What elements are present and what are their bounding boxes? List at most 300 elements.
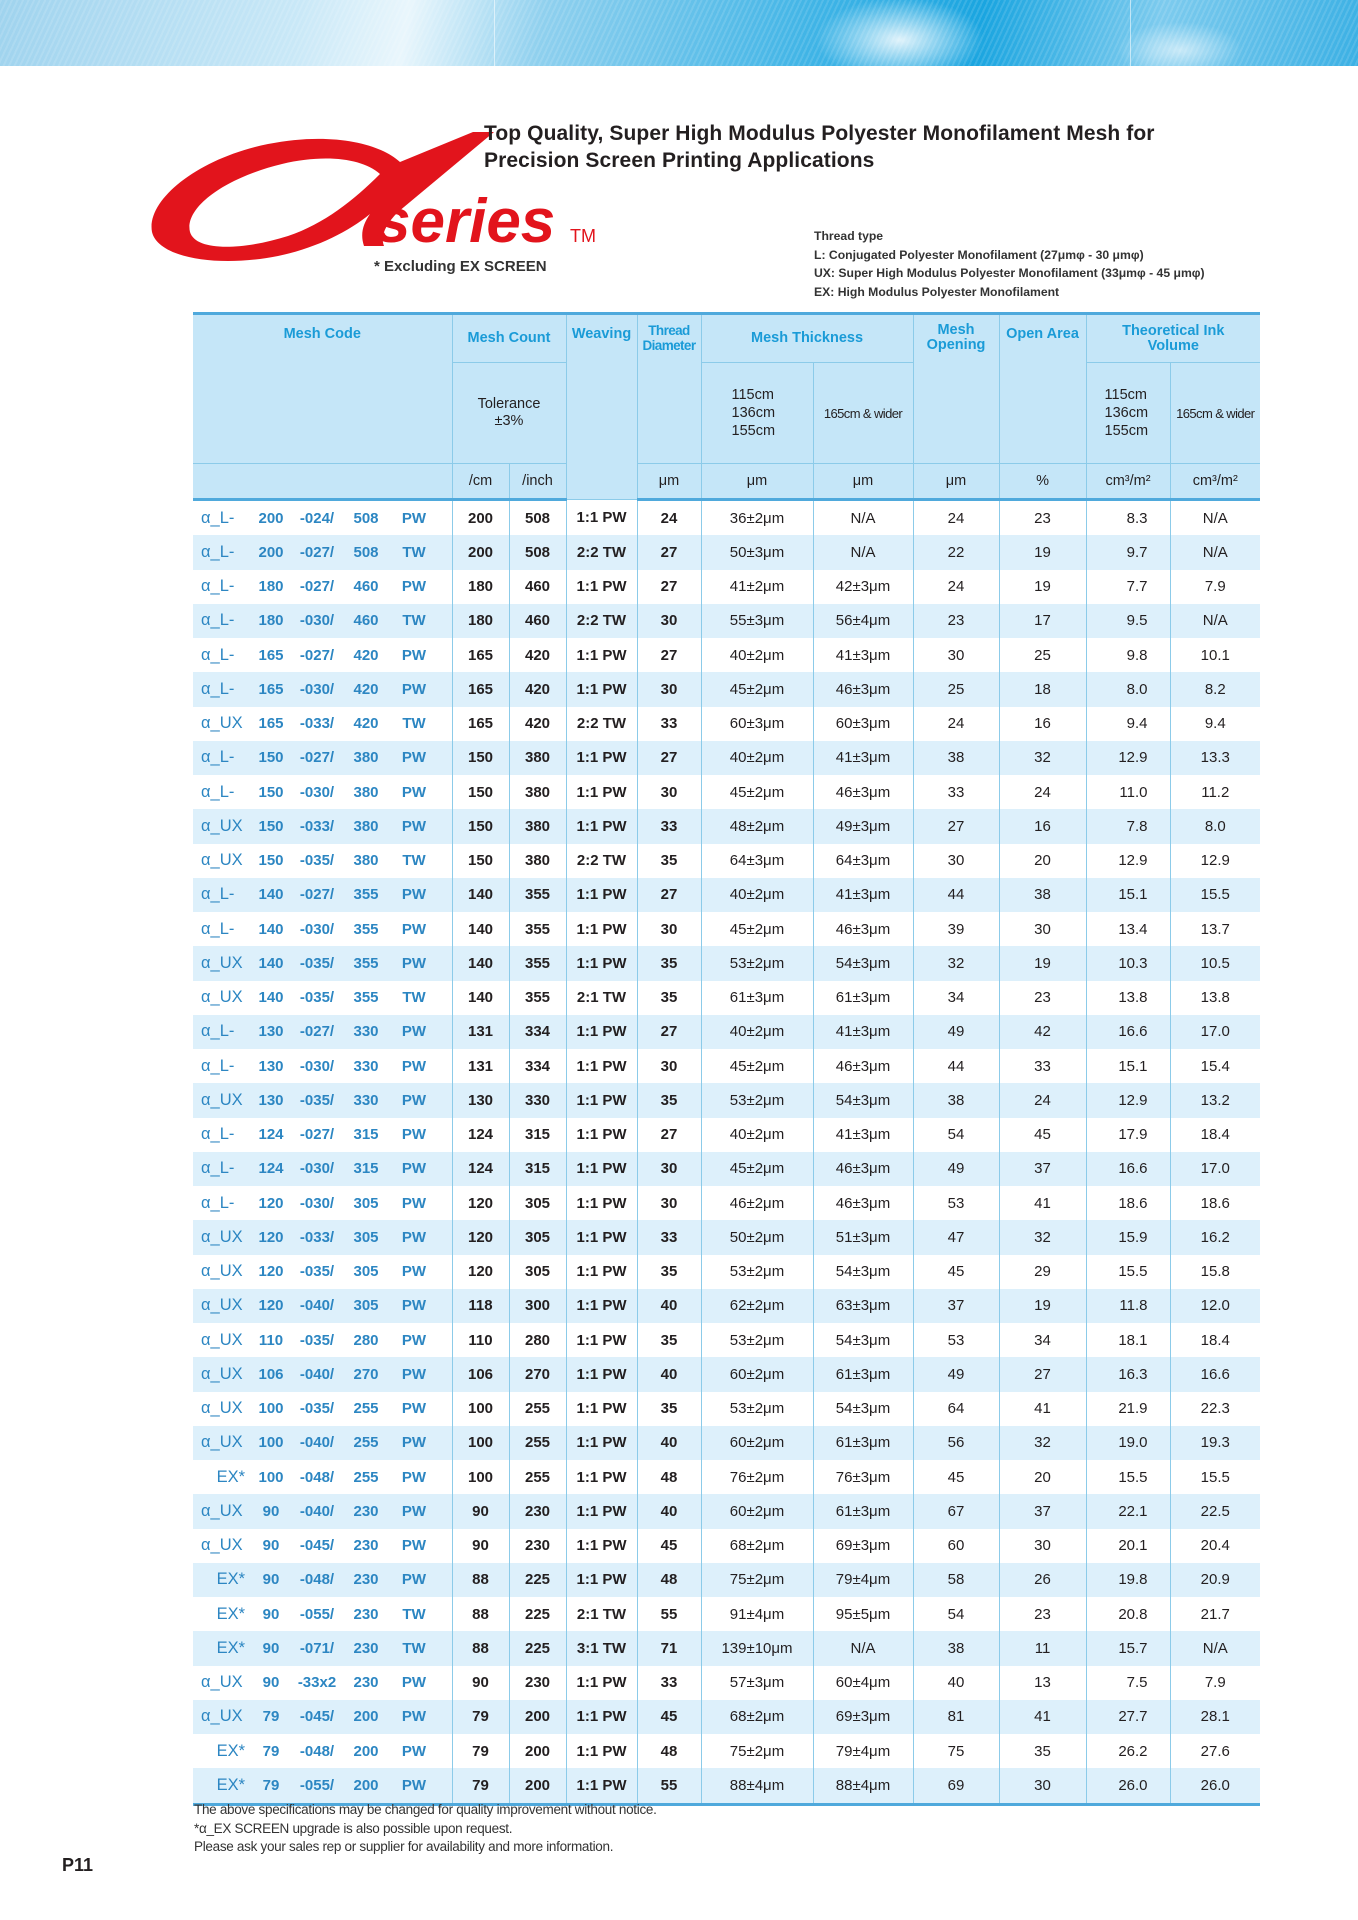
weaving: 1:1 PW <box>566 1323 637 1357</box>
table-row <box>193 1186 1260 1220</box>
weaving: 1:1 PW <box>566 570 637 604</box>
table-row <box>193 707 1260 741</box>
header-thickness-wide: 165cm & wider <box>813 363 913 464</box>
thread-diameter: 27 <box>637 535 701 569</box>
thickness-std: 60±2μm <box>701 1494 813 1528</box>
ink-volume-std: 10.3 <box>1086 946 1170 980</box>
mesh-count-cm: 124 <box>452 1152 509 1186</box>
header-open-area: Open Area <box>999 314 1086 464</box>
mesh-count-cm: 88 <box>452 1631 509 1665</box>
thread-diameter: 40 <box>637 1357 701 1391</box>
thickness-std: 53±2μm <box>701 946 813 980</box>
table-row <box>193 741 1260 775</box>
mesh-opening: 56 <box>913 1426 999 1460</box>
ink-volume-std: 11.8 <box>1086 1289 1170 1323</box>
mesh-code-count: 79 <box>262 1742 280 1760</box>
thread-diameter: 27 <box>637 1118 701 1152</box>
header-weaving <box>566 314 637 500</box>
mesh-count-inch: 460 <box>509 570 566 604</box>
weaving: 1:1 PW <box>566 1392 637 1426</box>
thickness-std: 50±2μm <box>701 1220 813 1254</box>
ink-volume-std: 13.4 <box>1086 912 1170 946</box>
mesh-opening: 25 <box>913 672 999 706</box>
mesh-code-count: 150 <box>258 852 284 870</box>
thickness-wide: 41±3μm <box>813 638 913 672</box>
mesh-count-cm: 79 <box>452 1700 509 1734</box>
mesh-code-diameter: -027/ <box>299 1023 335 1041</box>
mesh-code-inch: 460 <box>353 578 379 596</box>
header-tolerance <box>452 363 566 464</box>
weaving: 1:1 PW <box>566 912 637 946</box>
mesh-code-count: 90 <box>262 1537 280 1555</box>
unit-ink-wide: cm³/m² <box>1170 464 1260 500</box>
header-mesh-code: Mesh Code <box>193 314 452 464</box>
mesh-code-inch: 330 <box>353 1091 379 1109</box>
thickness-std: 60±2μm <box>701 1357 813 1391</box>
mesh-code-prefix: α_UX <box>201 1227 243 1246</box>
ink-volume-wide: 13.2 <box>1170 1083 1260 1117</box>
weaving: 2:1 TW <box>566 981 637 1015</box>
ink-volume-std: 15.5 <box>1086 1255 1170 1289</box>
mesh-opening: 30 <box>913 638 999 672</box>
mesh-code-count: 165 <box>258 715 284 733</box>
mesh-code-count: 200 <box>258 509 284 527</box>
mesh-code-inch: 355 <box>353 920 379 938</box>
weaving: 1:1 PW <box>566 1049 637 1083</box>
table-row <box>193 809 1260 843</box>
weaving: 2:2 TW <box>566 535 637 569</box>
ink-volume-std: 16.6 <box>1086 1152 1170 1186</box>
mesh-count-inch: 270 <box>509 1357 566 1391</box>
mesh-code-diameter: -030/ <box>299 783 335 801</box>
mesh-code-weave: PW <box>401 1400 427 1418</box>
mesh-code-weave: PW <box>401 1708 427 1726</box>
mesh-count-cm: 120 <box>452 1220 509 1254</box>
mesh-code-prefix: EX* <box>216 1741 245 1760</box>
mesh-code-count: 130 <box>258 1091 284 1109</box>
mesh-code-weave: TW <box>402 1605 426 1623</box>
mesh-opening: 45 <box>913 1255 999 1289</box>
mesh-code-cell <box>193 1460 452 1494</box>
table-row <box>193 775 1260 809</box>
thickness-std: 88±4μm <box>701 1768 813 1804</box>
thickness-std: 45±2μm <box>701 775 813 809</box>
ink-volume-std: 15.5 <box>1086 1460 1170 1494</box>
open-area: 24 <box>999 775 1086 809</box>
open-area: 17 <box>999 604 1086 638</box>
weaving: 1:1 PW <box>566 1083 637 1117</box>
ink-volume-std: 17.9 <box>1086 1118 1170 1152</box>
thickness-std: 45±2μm <box>701 1049 813 1083</box>
weaving: 1:1 PW <box>566 1255 637 1289</box>
mesh-code-prefix: α_L- <box>201 577 235 596</box>
thickness-wide: 76±3μm <box>813 1460 913 1494</box>
mesh-opening: 37 <box>913 1289 999 1323</box>
thread-diameter: 33 <box>637 1220 701 1254</box>
ink-volume-wide: 15.4 <box>1170 1049 1260 1083</box>
mesh-code-cell <box>193 1255 452 1289</box>
table-row <box>193 946 1260 980</box>
open-area: 23 <box>999 981 1086 1015</box>
open-area: 20 <box>999 844 1086 878</box>
mesh-code-weave: PW <box>401 578 427 596</box>
mesh-code-count: 124 <box>258 1160 284 1178</box>
mesh-code-diameter: -035/ <box>299 1331 335 1349</box>
mesh-code-count: 106 <box>258 1365 284 1383</box>
mesh-code-cell <box>193 1563 452 1597</box>
thread-diameter: 35 <box>637 981 701 1015</box>
table-row <box>193 1631 1260 1665</box>
mesh-count-cm: 140 <box>452 946 509 980</box>
thickness-wide: 54±3μm <box>813 1255 913 1289</box>
header-mesh-count: Mesh Count <box>452 314 566 363</box>
open-area: 20 <box>999 1460 1086 1494</box>
thickness-wide: 49±3μm <box>813 809 913 843</box>
weaving: 1:1 PW <box>566 1460 637 1494</box>
open-area: 23 <box>999 500 1086 536</box>
mesh-code-weave: PW <box>401 1674 427 1692</box>
mesh-code-weave: TW <box>402 1639 426 1657</box>
mesh-code-prefix: EX* <box>216 1467 245 1486</box>
table-row <box>193 1563 1260 1597</box>
mesh-count-inch: 355 <box>509 946 566 980</box>
mesh-code-diameter: -027/ <box>299 749 335 767</box>
header-mesh-thickness: Mesh Thickness <box>701 314 913 363</box>
weaving: 1:1 PW <box>566 1666 637 1700</box>
mesh-opening: 22 <box>913 535 999 569</box>
mesh-count-cm: 100 <box>452 1392 509 1426</box>
open-area: 11 <box>999 1631 1086 1665</box>
mesh-code-diameter: -035/ <box>299 1400 335 1418</box>
thread-diameter: 35 <box>637 946 701 980</box>
footnote-1: The above specifications may be changed for quality improvement without notice. <box>194 1802 657 1817</box>
mesh-code-count: 100 <box>258 1468 284 1486</box>
thread-diameter: 35 <box>637 1392 701 1426</box>
table-row <box>193 1220 1260 1254</box>
mesh-count-inch: 420 <box>509 638 566 672</box>
mesh-code-count: 180 <box>258 612 284 630</box>
mesh-code-count: 130 <box>258 1057 284 1075</box>
thread-type-l: L: Conjugated Polyester Monofilament (27μmφ - 30 μmφ) <box>814 247 1144 262</box>
mesh-code-count: 165 <box>258 646 284 664</box>
mesh-code-weave: PW <box>401 1502 427 1520</box>
ink-volume-std: 12.9 <box>1086 844 1170 878</box>
ink-volume-wide: N/A <box>1170 500 1260 536</box>
ink-volume-wide: 16.6 <box>1170 1357 1260 1391</box>
ink-volume-std: 18.6 <box>1086 1186 1170 1220</box>
mesh-code-inch: 420 <box>353 715 379 733</box>
mesh-code-diameter: -040/ <box>299 1434 335 1452</box>
thickness-std: 53±2μm <box>701 1323 813 1357</box>
open-area: 35 <box>999 1734 1086 1768</box>
thickness-wide: 61±3μm <box>813 1426 913 1460</box>
mesh-code-diameter: -027/ <box>299 646 335 664</box>
mesh-count-cm: 140 <box>452 912 509 946</box>
mesh-opening: 75 <box>913 1734 999 1768</box>
mesh-count-inch: 255 <box>509 1460 566 1494</box>
mesh-code-weave: PW <box>401 680 427 698</box>
mesh-code-prefix: α_UX <box>201 816 243 835</box>
mesh-code-inch: 200 <box>353 1776 379 1794</box>
thickness-wide: 79±4μm <box>813 1734 913 1768</box>
ink-volume-wide: 9.4 <box>1170 707 1260 741</box>
open-area: 30 <box>999 912 1086 946</box>
mesh-count-cm: 150 <box>452 741 509 775</box>
ink-volume-wide: 7.9 <box>1170 1666 1260 1700</box>
table-row <box>193 1768 1260 1804</box>
thread-diameter: 40 <box>637 1494 701 1528</box>
table-row <box>193 1118 1260 1152</box>
header-ink-wide: 165cm & wider <box>1170 363 1260 464</box>
mesh-code-cell <box>193 672 452 706</box>
ink-volume-std: 12.9 <box>1086 741 1170 775</box>
ink-volume-wide: 16.2 <box>1170 1220 1260 1254</box>
thickness-std: 40±2μm <box>701 638 813 672</box>
mesh-code-cell <box>193 1494 452 1528</box>
mesh-count-cm: 118 <box>452 1289 509 1323</box>
thread-diameter: 30 <box>637 1152 701 1186</box>
mesh-code-diameter: -030/ <box>299 920 335 938</box>
mesh-opening: 47 <box>913 1220 999 1254</box>
mesh-count-cm: 100 <box>452 1426 509 1460</box>
mesh-code-prefix: α_UX <box>201 1707 243 1726</box>
unit-per-cm: /cm <box>452 464 509 500</box>
mesh-code-diameter: -035/ <box>299 1091 335 1109</box>
ink-volume-wide: 10.5 <box>1170 946 1260 980</box>
mesh-code-diameter: -045/ <box>299 1708 335 1726</box>
mesh-code-diameter: -030/ <box>299 1194 335 1212</box>
thickness-wide: N/A <box>813 1631 913 1665</box>
mesh-code-prefix: α_UX <box>201 1433 243 1452</box>
mesh-code-diameter: -040/ <box>299 1365 335 1383</box>
mesh-count-inch: 225 <box>509 1597 566 1631</box>
thickness-std: 60±3μm <box>701 707 813 741</box>
ink-volume-std: 26.2 <box>1086 1734 1170 1768</box>
ink-volume-wide: 15.8 <box>1170 1255 1260 1289</box>
thickness-std: 40±2μm <box>701 1015 813 1049</box>
tolerance-label: Tolerance <box>477 396 541 412</box>
mesh-code-count: 150 <box>258 783 284 801</box>
thickness-std: 41±2μm <box>701 570 813 604</box>
thread-diameter: 30 <box>637 1186 701 1220</box>
thread-diameter: 27 <box>637 1015 701 1049</box>
ink-volume-std: 15.7 <box>1086 1631 1170 1665</box>
mesh-count-cm: 165 <box>452 707 509 741</box>
thread-type-title: Thread type <box>814 229 884 243</box>
mesh-code-prefix: α_UX <box>201 1501 243 1520</box>
thickness-wide: 46±3μm <box>813 1186 913 1220</box>
mesh-code-count: 120 <box>258 1263 284 1281</box>
mesh-code-diameter: -030/ <box>299 1160 335 1178</box>
mesh-code-inch: 355 <box>353 954 379 972</box>
open-area: 26 <box>999 1563 1086 1597</box>
open-area: 19 <box>999 1289 1086 1323</box>
mesh-code-prefix: α_UX <box>201 1262 243 1281</box>
thread-diameter: 27 <box>637 878 701 912</box>
footnotes <box>194 1801 657 1857</box>
ink-volume-wide: 18.4 <box>1170 1323 1260 1357</box>
ink-volume-std: 26.0 <box>1086 1768 1170 1804</box>
mesh-code-weave: PW <box>401 817 427 835</box>
weaving: 1:1 PW <box>566 775 637 809</box>
mesh-opening: 38 <box>913 741 999 775</box>
open-area: 27 <box>999 1357 1086 1391</box>
mesh-count-cm: 180 <box>452 570 509 604</box>
mesh-code-cell <box>193 1666 452 1700</box>
mesh-code-inch: 200 <box>353 1742 379 1760</box>
thickness-std: 45±2μm <box>701 912 813 946</box>
mesh-count-inch: 460 <box>509 604 566 638</box>
mesh-opening: 49 <box>913 1015 999 1049</box>
thickness-std: 40±2μm <box>701 878 813 912</box>
mesh-code-prefix: α_L- <box>201 508 235 527</box>
mesh-count-inch: 230 <box>509 1666 566 1700</box>
thickness-wide: 41±3μm <box>813 741 913 775</box>
unit-mesh-code <box>193 464 452 500</box>
thread-diameter: 35 <box>637 1323 701 1357</box>
mesh-code-count: 180 <box>258 578 284 596</box>
unit-thread: μm <box>637 464 701 500</box>
thickness-wide: 63±3μm <box>813 1289 913 1323</box>
mesh-code-prefix: α_L- <box>201 782 235 801</box>
mesh-code-cell <box>193 1631 452 1665</box>
mesh-code-weave: PW <box>401 1365 427 1383</box>
mesh-code-prefix: EX* <box>216 1570 245 1589</box>
mesh-code-prefix: α_UX <box>201 953 243 972</box>
table-row <box>193 912 1260 946</box>
mesh-opening: 64 <box>913 1392 999 1426</box>
mesh-code-inch: 305 <box>353 1194 379 1212</box>
ink-volume-std: 7.5 <box>1086 1666 1170 1700</box>
mesh-code-diameter: -030/ <box>299 680 335 698</box>
thickness-std: 40±2μm <box>701 741 813 775</box>
open-area: 37 <box>999 1152 1086 1186</box>
mesh-code-cell <box>193 1597 452 1631</box>
mesh-opening: 23 <box>913 604 999 638</box>
mesh-opening: 44 <box>913 1049 999 1083</box>
mesh-code-count: 90 <box>262 1605 280 1623</box>
ink-volume-wide: N/A <box>1170 604 1260 638</box>
table-row <box>193 1700 1260 1734</box>
mesh-code-count: 90 <box>262 1571 280 1589</box>
open-area: 19 <box>999 570 1086 604</box>
mesh-code-diameter: -040/ <box>299 1297 335 1315</box>
ink-volume-wide: 18.6 <box>1170 1186 1260 1220</box>
mesh-code-weave: PW <box>401 954 427 972</box>
thread-diameter: 30 <box>637 912 701 946</box>
table-row <box>193 1597 1260 1631</box>
thickness-std: 91±4μm <box>701 1597 813 1631</box>
thickness-std: 53±2μm <box>701 1083 813 1117</box>
mesh-code-prefix: α_UX <box>201 1296 243 1315</box>
ink-volume-wide: 17.0 <box>1170 1152 1260 1186</box>
table-row <box>193 1255 1260 1289</box>
mesh-code-cell <box>193 775 452 809</box>
ink-volume-wide: 26.0 <box>1170 1768 1260 1804</box>
thickness-std: 68±2μm <box>701 1529 813 1563</box>
unit-ink-std: cm³/m² <box>1086 464 1170 500</box>
ink-volume-wide: N/A <box>1170 1631 1260 1665</box>
ink-volume-wide: 12.9 <box>1170 844 1260 878</box>
mesh-count-inch: 305 <box>509 1220 566 1254</box>
mesh-code-prefix: α_L- <box>201 919 235 938</box>
thickness-std: 46±2μm <box>701 1186 813 1220</box>
mesh-code-prefix: EX* <box>216 1775 245 1794</box>
unit-per-inch: /inch <box>509 464 566 500</box>
mesh-opening: 58 <box>913 1563 999 1597</box>
width-136: 136cm <box>731 405 776 421</box>
mesh-code-diameter: -048/ <box>299 1468 335 1486</box>
thread-diameter: 30 <box>637 1049 701 1083</box>
mesh-code-cell <box>193 1186 452 1220</box>
thickness-std: 53±2μm <box>701 1392 813 1426</box>
mesh-count-inch: 230 <box>509 1529 566 1563</box>
mesh-opening: 34 <box>913 981 999 1015</box>
mesh-code-diameter: -071/ <box>299 1639 335 1657</box>
header-mesh-opening: Mesh Opening <box>913 314 999 464</box>
ink-volume-wide: 11.2 <box>1170 775 1260 809</box>
thickness-std: 45±2μm <box>701 672 813 706</box>
table-row <box>193 604 1260 638</box>
ink-volume-wide: 10.1 <box>1170 638 1260 672</box>
mesh-spec-rows <box>193 500 1260 1805</box>
mesh-count-cm: 140 <box>452 878 509 912</box>
thread-diameter: 35 <box>637 1255 701 1289</box>
mesh-count-inch: 508 <box>509 535 566 569</box>
mesh-code-inch: 420 <box>353 646 379 664</box>
mesh-opening: 24 <box>913 570 999 604</box>
table-row <box>193 672 1260 706</box>
mesh-code-prefix: α_UX <box>201 1399 243 1418</box>
mesh-code-weave: PW <box>401 783 427 801</box>
mesh-code-cell <box>193 844 452 878</box>
mesh-code-count: 120 <box>258 1297 284 1315</box>
open-area: 34 <box>999 1323 1086 1357</box>
thickness-std: 55±3μm <box>701 604 813 638</box>
mesh-opening: 45 <box>913 1460 999 1494</box>
mesh-code-count: 120 <box>258 1194 284 1212</box>
mesh-code-prefix: α_L- <box>201 1193 235 1212</box>
mesh-count-cm: 200 <box>452 535 509 569</box>
mesh-count-cm: 79 <box>452 1768 509 1804</box>
table-row <box>193 1049 1260 1083</box>
mesh-code-count: 165 <box>258 680 284 698</box>
thickness-wide: 60±3μm <box>813 707 913 741</box>
open-area: 18 <box>999 672 1086 706</box>
mesh-code-diameter: -030/ <box>299 612 335 630</box>
open-area: 24 <box>999 1083 1086 1117</box>
mesh-opening: 30 <box>913 844 999 878</box>
mesh-code-inch: 305 <box>353 1263 379 1281</box>
ink-volume-wide: 12.0 <box>1170 1289 1260 1323</box>
mesh-code-prefix: α_UX <box>201 1090 243 1109</box>
header-ink-std-widths <box>1086 363 1170 464</box>
mesh-code-diameter: -033/ <box>299 1228 335 1246</box>
weaving: 2:2 TW <box>566 707 637 741</box>
mesh-code-weave: PW <box>401 1194 427 1212</box>
mesh-code-count: 140 <box>258 954 284 972</box>
ink-volume-std: 15.9 <box>1086 1220 1170 1254</box>
mesh-code-weave: PW <box>401 1742 427 1760</box>
thickness-std: 64±3μm <box>701 844 813 878</box>
mesh-code-count: 79 <box>262 1776 280 1794</box>
weaving: 2:1 TW <box>566 1597 637 1631</box>
open-area: 37 <box>999 1494 1086 1528</box>
table-row <box>193 1734 1260 1768</box>
unit-open-area: % <box>999 464 1086 500</box>
mesh-code-cell <box>193 500 452 536</box>
mesh-code-cell <box>193 707 452 741</box>
